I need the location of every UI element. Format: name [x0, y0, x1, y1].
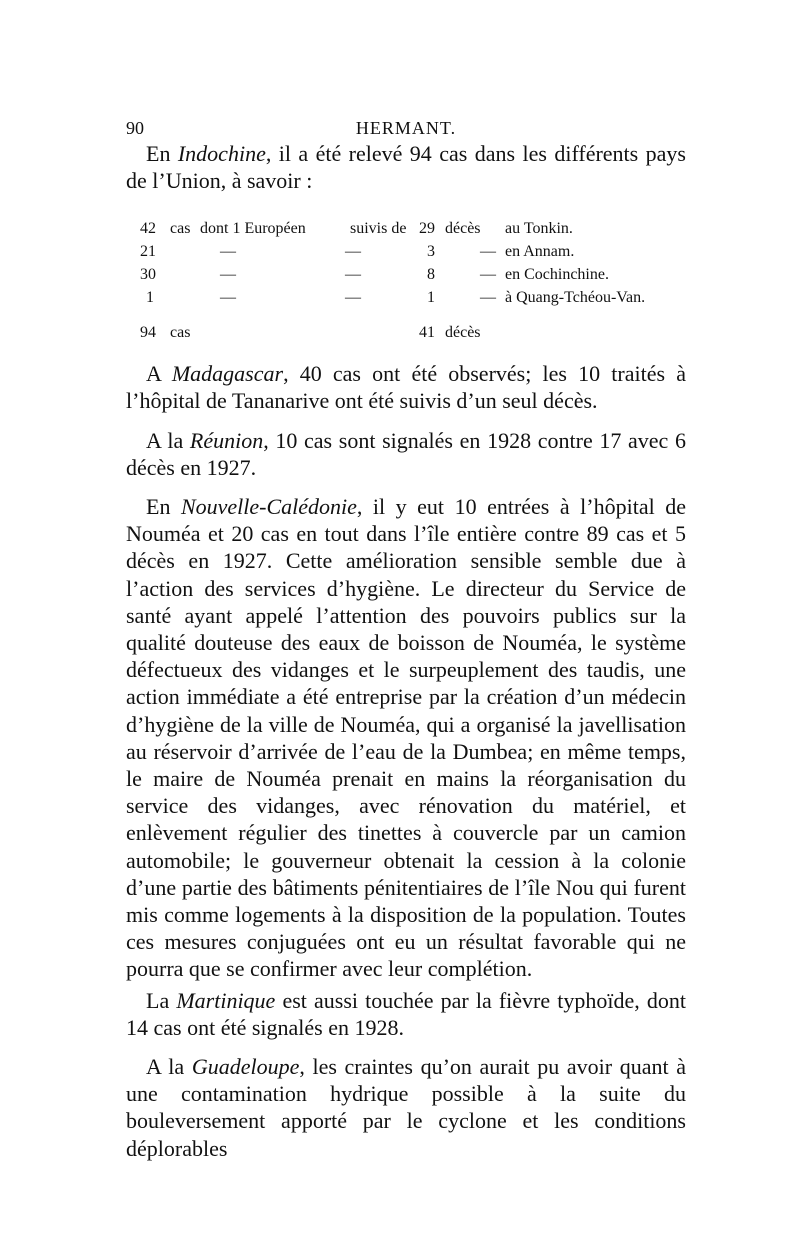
page-header: [126, 118, 686, 142]
intro-paragraph: En Indochine, il a été relevé 94 cas dans les différents pays de l’Union, à savoir :: [126, 141, 686, 194]
paragraph-madagascar: A Madagascar, 40 cas ont été observés; les 10 traités à l’hôpital de Tananarive ont été suivis d’un seul décès.: [126, 361, 686, 414]
table-row: 30 — — 8 — en Cochinchine.: [140, 266, 609, 283]
table-row: 42 cas dont 1 Européen suivis de 29 décès au Tonkin.: [140, 220, 573, 237]
paragraph-reunion: A la Réunion, 10 cas sont signalés en 1928 contre 17 avec 6 décès en 1927.: [126, 428, 686, 481]
paragraph-guadeloupe: A la Guadeloupe, les craintes qu’on aurait pu avoir quant à une contamination hydrique possible à la suite du bouleversement apporté par le cyclone et les conditions déplorables: [126, 1054, 686, 1161]
cases-table: [140, 220, 680, 347]
page-number: 90: [126, 118, 144, 138]
table-total-row: 94 cas 41 décès: [140, 324, 481, 341]
table-row: 1 — — 1 — à Quang-Tchéou-Van.: [146, 289, 646, 306]
running-title: HERMANT.: [355, 118, 457, 138]
table-row: 21 — — 3 — en Annam.: [140, 243, 575, 260]
paragraph-martinique: La Martinique est aussi touchée par la fièvre typhoïde, dont 14 cas ont été signalés en 1928.: [126, 988, 686, 1041]
paragraph-nouvelle-caledonie: En Nouvelle-Calédonie, il y eut 10 entrées à l’hôpital de Nouméa et 20 cas en tout dans l’île entière contre 89 cas et 5 décès en 1927. Cette amélioration sensible semble due à l’action des services d’hygiène. Le directeur du Service de santé ayant appelé l’attention des pouvoirs publics sur la qualité douteuse des eaux de boisson de Nouméa, le système défectueux des vidanges et le surpeuplement des taudis, une action immédiate a été entreprise par la création d’un médecin d’hygiène de la ville de Nouméa, qui a organisé la javellisation au réservoir d’arrivée de l’eau de la Dumbea; en même temps, le maire de Nouméa prenait en mains la réorganisation du service des vidanges, avec rénovation du matériel, et enlèvement régulier des tinettes à couvercle par un camion automobile; le gouverneur obtenait la cession à la colonie d’une partie des bâtiments pénitentiaires de l’île Nou qui furent mis comme logements à la disposition de la population. Toutes ces mesures conjuguées ont eu un résultat favorable qui ne pourra que se confirmer avec leur complétion.: [126, 494, 686, 982]
